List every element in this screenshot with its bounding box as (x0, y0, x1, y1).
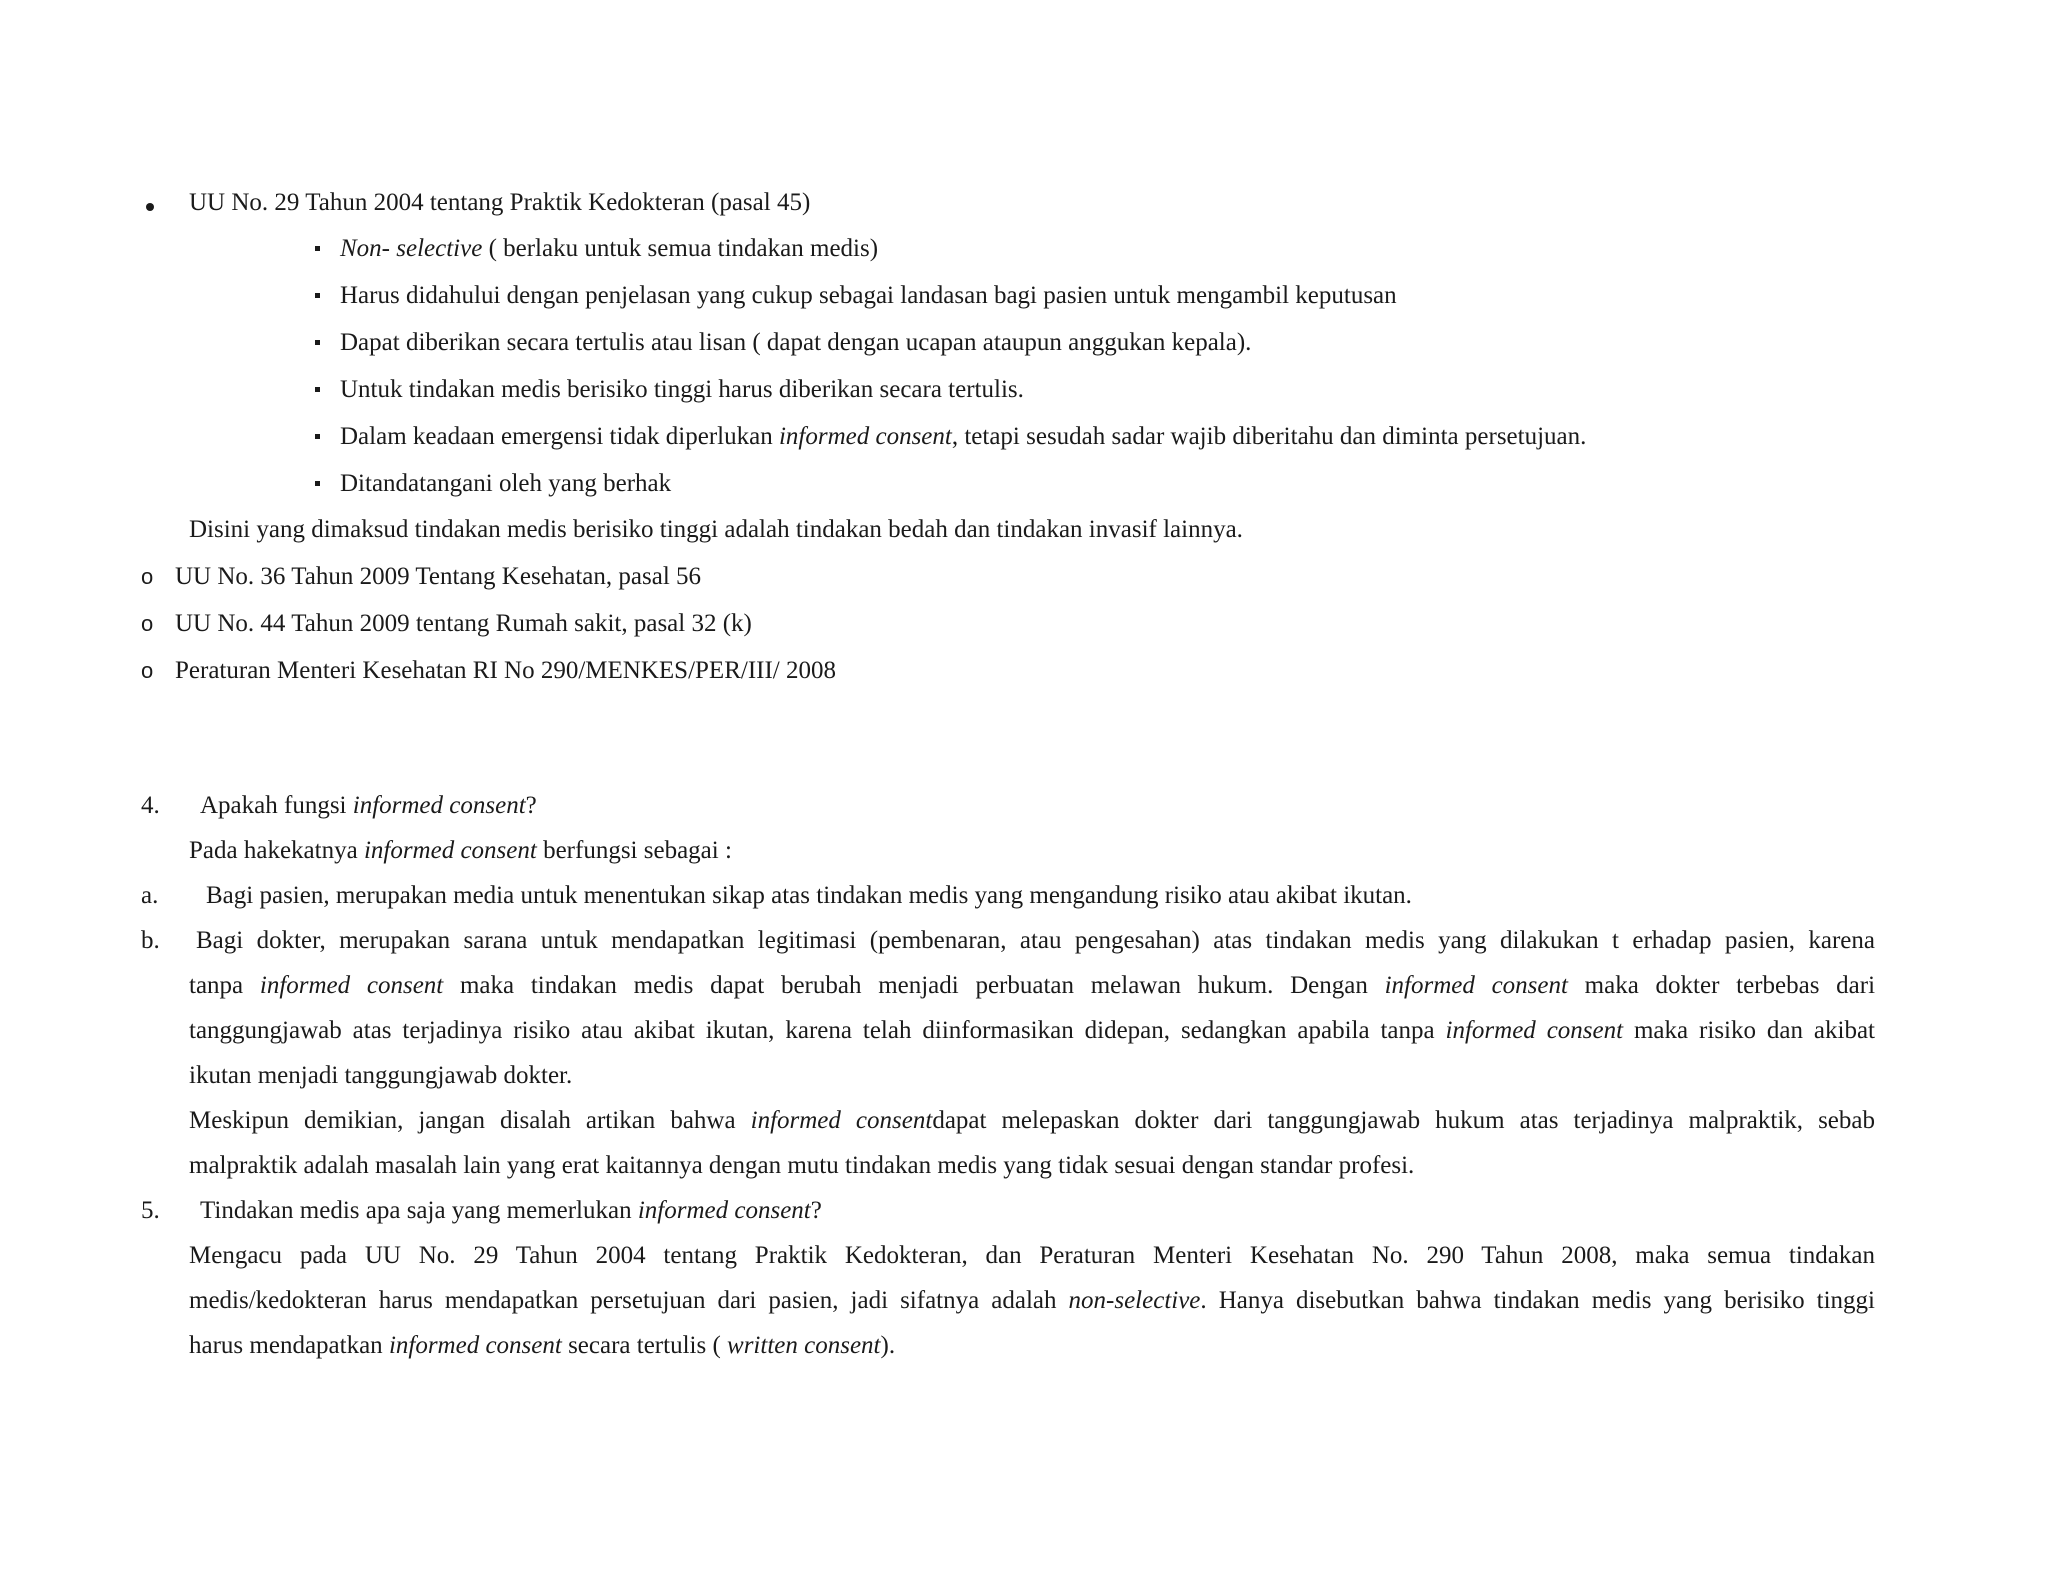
circle-bullet-icon: o (141, 658, 154, 683)
q4-a-text: Bagi pasien, merupakan media untuk menentukan sikap atas tindakan medis yang mengandung risiko atau akibat ikutan. (206, 882, 1412, 909)
q4-b-line1: Bagi dokter, merupakan sarana untuk mendapatkan legitimasi (pembenaran, atau pengesahan) atas tindakan medis yang dilakukan t erhadap pasien, karena (196, 927, 1875, 954)
q4-number: 4. (141, 792, 160, 819)
q4-b-line3: tanggungjawab atas terjadinya risiko atau akibat ikutan, karena telah diinformasikan didepan, sedangkan apabila tanpa informed consent maka risiko dan akibat (189, 1017, 1875, 1044)
main-bullet-text: UU No. 29 Tahun 2004 tentang Praktik Kedokteran (pasal 45) (189, 189, 811, 216)
sub-item-1: Non- selective ( berlaku untuk semua tindakan medis) (340, 235, 879, 262)
circle-item-2: UU No. 44 Tahun 2009 tentang Rumah sakit, pasal 32 (k) (175, 610, 752, 637)
sub-item-6: Ditandatangani oleh yang berhak (340, 470, 672, 497)
square-bullet-icon (315, 434, 320, 439)
square-bullet-icon (315, 246, 320, 251)
square-bullet-icon (315, 481, 320, 486)
q4-b-marker: b. (141, 927, 160, 954)
square-bullet-icon (315, 340, 320, 345)
q4-intro: Pada hakekatnya informed consent berfungsi sebagai : (189, 837, 732, 864)
note-text: Disini yang dimaksud tindakan medis berisiko tinggi adalah tindakan bedah dan tindakan invasif lainnya. (189, 516, 1243, 543)
sub-item-2: Harus didahului dengan penjelasan yang cukup sebagai landasan bagi pasien untuk mengambil keputusan (340, 282, 1397, 309)
square-bullet-icon (315, 387, 320, 392)
circle-bullet-icon: o (141, 564, 154, 589)
bullet-dot-icon (146, 203, 154, 211)
circle-item-1: UU No. 36 Tahun 2009 Tentang Kesehatan, pasal 56 (175, 563, 702, 590)
q4-a-marker: a. (141, 882, 159, 909)
q4-p2-line2: malpraktik adalah masalah lain yang erat kaitannya dengan mutu tindakan medis yang tidak sesuai dengan standar profesi. (189, 1152, 1415, 1179)
q4-b-line4: ikutan menjadi tanggungjawab dokter. (189, 1062, 573, 1089)
circle-item-3: Peraturan Menteri Kesehatan RI No 290/MENKES/PER/III/ 2008 (175, 657, 836, 684)
sub-item-5: Dalam keadaan emergensi tidak diperlukan informed consent, tetapi sesudah sadar wajib diberitahu dan diminta persetujuan. (340, 423, 1587, 450)
sub-item-3: Dapat diberikan secara tertulis atau lisan ( dapat dengan ucapan ataupun anggukan kepala). (340, 329, 1252, 356)
q5-line1: Mengacu pada UU No. 29 Tahun 2004 tentang Praktik Kedokteran, dan Peraturan Menteri Kesehatan No. 290 Tahun 2008, maka semua tindakan (189, 1242, 1875, 1269)
sub-item-4: Untuk tindakan medis berisiko tinggi harus diberikan secara tertulis. (340, 376, 1024, 403)
q5-number: 5. (141, 1197, 160, 1224)
q5-question: Tindakan medis apa saja yang memerlukan informed consent? (200, 1197, 822, 1224)
q5-line3: harus mendapatkan informed consent secara tertulis ( written consent). (189, 1332, 896, 1359)
q4-b-line2: tanpa informed consent maka tindakan medis dapat berubah menjadi perbuatan melawan hukum. Dengan informed consent maka dokter terbebas dari (189, 972, 1876, 999)
square-bullet-icon (315, 293, 320, 298)
q4-question: Apakah fungsi informed consent? (200, 792, 537, 819)
circle-bullet-icon: o (141, 611, 154, 636)
q5-line2: medis/kedokteran harus mendapatkan persetujuan dari pasien, jadi sifatnya adalah non-selective. Hanya disebutkan bahwa tindakan medis yang berisiko tinggi (189, 1287, 1875, 1314)
q4-p2-line1: Meskipun demikian, jangan disalah artikan bahwa informed consentdapat melepaskan dokter dari tanggungjawab hukum atas terjadinya malpraktik, sebab (189, 1107, 1876, 1134)
